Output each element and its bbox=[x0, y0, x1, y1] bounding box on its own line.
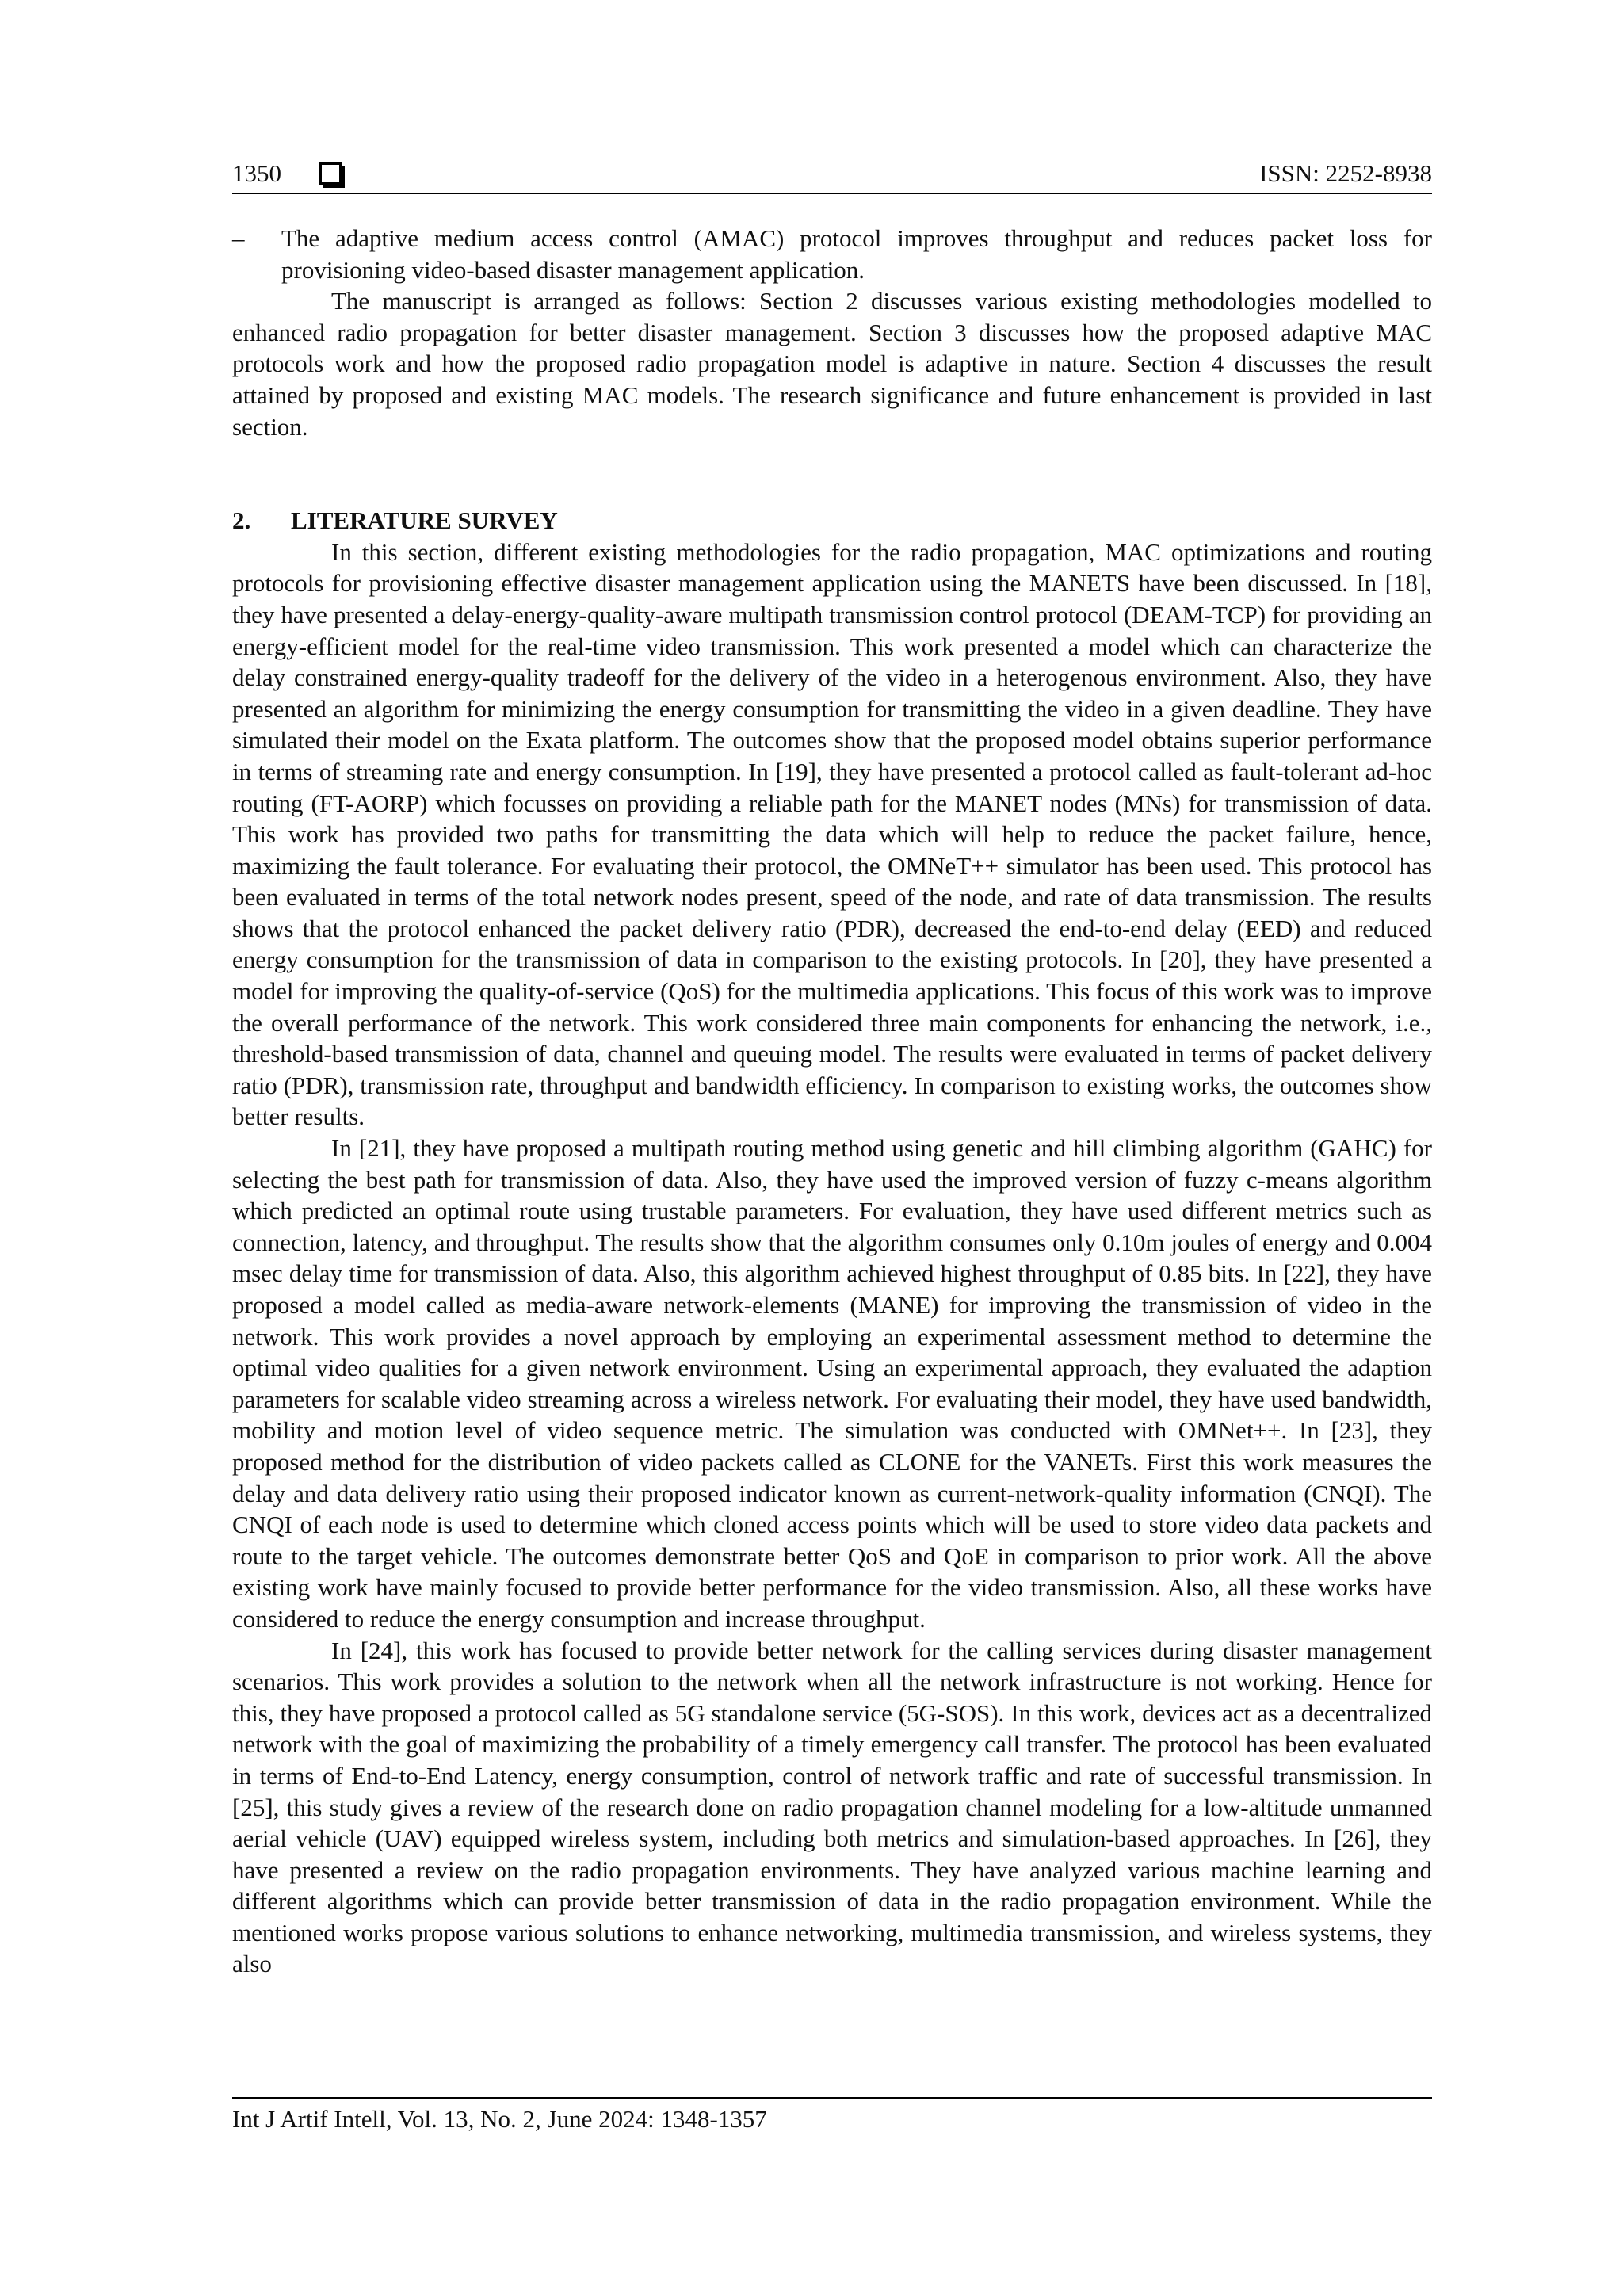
page-number: 1350 bbox=[232, 159, 281, 187]
journal-citation: Int J Artif Intell, Vol. 13, No. 2, June 2024: 1348-1357 bbox=[232, 2105, 767, 2133]
bullet-dash: – bbox=[232, 224, 245, 252]
bullet-text: The adaptive medium access control (AMAC) protocol improves throughput and reduces packet loss for provisioning video-based disaster management application. bbox=[281, 224, 1432, 284]
intro-paragraph: The manuscript is arranged as follows: Section 2 discusses various existing methodologies modelled to enhanced radio propagation for better disaster management. Section 3 discusses how the proposed adaptive MAC protocols work and how the proposed radio propagation model is adaptive in nature. Section 4 discusses the result attained by proposed and existing MAC models. The research significance and future enhancement is provided in last section. bbox=[232, 287, 1432, 441]
shadowed-box-icon bbox=[319, 162, 342, 185]
page-header bbox=[232, 155, 1432, 194]
section-heading bbox=[232, 505, 1432, 537]
bullet-item bbox=[232, 223, 1432, 285]
issn-label: ISSN: 2252-8938 bbox=[1259, 159, 1432, 187]
section-paragraph-1: In this section, different existing methodologies for the radio propagation, MAC optimizations and routing protocols for provisioning effective disaster management application using the MANETS have been discussed. In [18], they have presented a delay-energy-quality-aware multipath transmission control protocol (DEAM-TCP) for providing an energy-efficient model for the real-time video transmission. This work presented a model which can characterize the delay constrained energy-quality tradeoff for the delivery of the video in a heterogenous environment. Also, they have presented an algorithm for minimizing the energy consumption for transmitting the video in a given deadline. They have simulated their model on the Exata platform. The outcomes show that the proposed model obtains superior performance in terms of streaming rate and energy consumption. In [19], they have presented a protocol called as fault-tolerant ad-hoc routing (FT-AORP) which focusses on providing a reliable path for the MANET nodes (MNs) for transmission of data. This work has provided two paths for transmitting the data which will help to reduce the packet failure, hence, maximizing the fault tolerance. For evaluating their protocol, the OMNeT++ simulator has been used. This protocol has been evaluated in terms of the total network nodes present, speed of the node, and rate of data transmission. The results shows that the protocol enhanced the packet delivery ratio (PDR), decreased the end-to-end delay (EED) and reduced energy consumption for the transmission of data in comparison to the existing protocols. In [20], they have presented a model for improving the quality-of-service (QoS) for the multimedia applications. This focus of this work was to improve the overall performance of the network. This work considered three main components for enhancing the network, i.e., threshold-based transmission of data, channel and queuing model. The results were evaluated in terms of packet delivery ratio (PDR), transmission rate, throughput and bandwidth efficiency. In comparison to existing works, the outcomes show better results. bbox=[232, 537, 1432, 1131]
section-title: LITERATURE SURVEY bbox=[291, 506, 558, 535]
body-text bbox=[232, 223, 1432, 1980]
section-number: 2. bbox=[232, 506, 251, 535]
section-paragraph-3: In [24], this work has focused to provide better network for the calling services during disaster management scenarios. This work provides a solution to the network when all the network infrastructure is not working. Hence for this, they have proposed a protocol called as 5G standalone service (5G-SOS). In this work, devices act as a decentralized network with the goal of maximizing the probability of a timely emergency call transfer. The protocol has been evaluated in terms of End-to-End Latency, energy consumption, control of network traffic and rate of successful transmission. In [25], this study gives a review of the research done on radio propagation channel modeling for a low-altitude unmanned aerial vehicle (UAV) equipped wireless system, including both metrics and simulation-based approaches. In [26], they have presented a review on the radio propagation environments. They have analyzed various machine learning and different algorithms which can provide better transmission of data in the radio propagation environment. While the mentioned works propose various solutions to enhance networking, multimedia transmission, and wireless systems, they also bbox=[232, 1636, 1432, 1978]
section-paragraph-2: In [21], they have proposed a multipath routing method using genetic and hill climbing algorithm (GAHC) for selecting the best path for transmission of data. Also, they have used the improved version of fuzzy c-means algorithm which predicted an optimal route using trustable parameters. For evaluation, they have used different metrics such as connection, latency, and throughput. The results show that the algorithm consumes only 0.10m joules of energy and 0.004 msec delay time for transmission of data. Also, this algorithm achieved highest throughput of 0.85 bits. In [22], they have proposed a model called as media-aware network-elements (MANE) for improving the transmission of video in the network. This work provides a novel approach by employing an experimental assessment method to determine the optimal video qualities for a given network environment. Using an experimental approach, they evaluated the adaption parameters for scalable video streaming across a wireless network. For evaluating their model, they have used bandwidth, mobility and motion level of video sequence metric. The simulation was conducted with OMNet++. In [23], they proposed method for the distribution of video packets called as CLONE for the VANETs. First this work measures the delay and data delivery ratio using their proposed indicator known as current-network-quality information (CNQI). The CNQI of each node is used to determine which cloned access points which will be used to store video data packets and route to the target vehicle. The outcomes demonstrate better QoS and QoE in comparison to prior work. All the above existing work have mainly focused to provide better performance for the video transmission. Also, all these works have considered to reduce the energy consumption and increase throughput. bbox=[232, 1134, 1432, 1633]
page-footer bbox=[232, 2097, 1432, 2135]
